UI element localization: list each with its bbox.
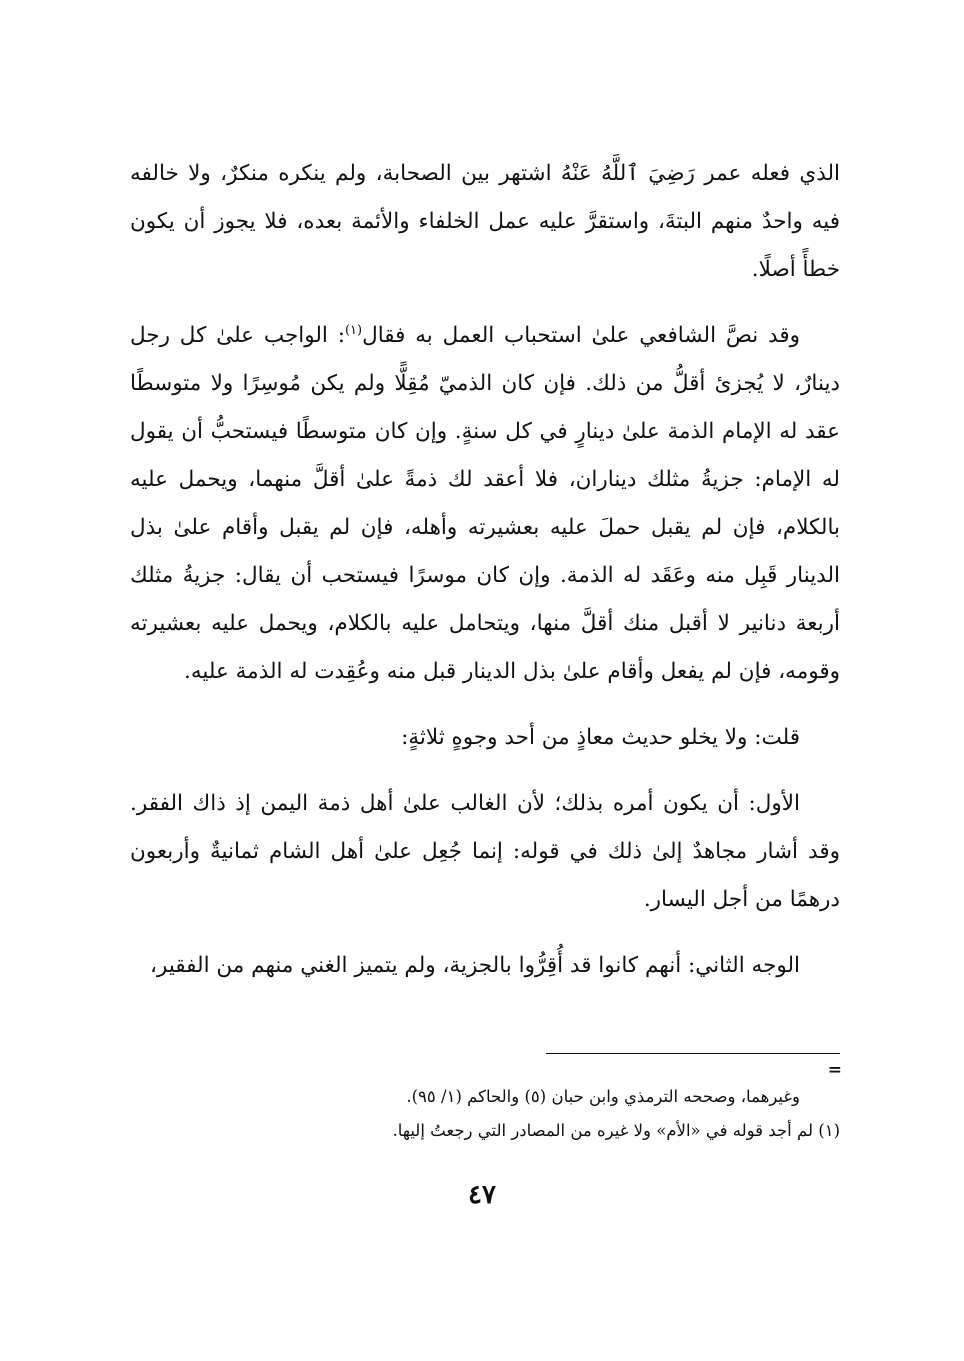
paragraph-umar: الذي فعله عمر رَضِيَ ٱللَّهُ عَنْهُ اشتهر بين الصحابة، ولم ينكره منكرٌ، ولا خالفه فيه واحدٌ منهم البتةَ، واستقرَّ عليه عمل الخلفاء والأئمة بعده، فلا يجوز أن يكون خطأً أصلًا. [130,161,840,282]
paragraph-shafii [130,312,840,696]
footnote-continuation-mark: = [827,1060,842,1080]
paragraph-second-aspect: الوجه الثاني: أنهم كانوا قد أُقِرُّوا بالجزية، ولم يتميز الغني منهم من الفقير، [150,953,800,978]
main-text [130,150,840,1008]
paragraph-first-aspect: الأول: أن يكون أمره بذلك؛ لأن الغالب علىٰ أهل ذمة اليمن إذ ذاك الفقر. وقد أشار مجاهدٌ إلىٰ ذلك في قوله: إنما جُعِل علىٰ أهل الشام ثمانيةٌ وأربعون درهمًا من أجل اليسار. [130,791,840,912]
page-number: ٤٧ [468,1180,496,1210]
shafii-text-after: : الواجب علىٰ كل رجل دينارٌ، لا يُجزئ أقلُّ من ذلك. فإن كان الذميّ مُقِلًّا ولم يكن مُوسِرًا ولا متوسطًا عقد له الإمام الذمة علىٰ دينارٍ في كل سنةٍ. وإن كان متوسطًا فيستحبُّ أن يقول له الإمام: جزيةُ مثلك ديناران، فلا أعقد لك ذمةً علىٰ أقلَّ منهما، ويحمل عليه بالكلام، فإن لم يقبل حملَ عليه بعشيرته وأهله، فإن لم يقبل وأقام علىٰ بذل الدينار قَبِل منه وعَقَد له الذمة. وإن كان موسرًا فيستحب أن يقال: جزيةُ مثلك أربعة دنانير لا أقبل منك أقلَّ منها، ويتحامل عليه بالكلام، ويحمل عليه بعشيرته وقومه، فإن لم يفعل وأقام علىٰ بذل الدينار قبل منه وعُقِدت له الذمة عليه. [130,323,840,684]
shafii-text-before: وقد نصَّ الشافعي علىٰ استحباب العمل به فقال [362,323,800,348]
footnote-divider [546,1053,840,1054]
footnote-ref-1[interactable]: (١) [344,322,363,338]
paragraph-qultu: قلت: ولا يخلو حديث معاذٍ من أحد وجوهٍ ثلاثةٍ: [401,725,800,750]
footnotes [140,1080,840,1148]
footnote-continued: وغيرهما، وصححه الترمذي وابن حبان (٥) والحاكم (١/ ٩٥). [406,1087,800,1106]
footnote-1: (١) لم أجد قوله في «الأم» ولا غيره من المصادر التي رجعتُ إليها. [392,1121,840,1140]
